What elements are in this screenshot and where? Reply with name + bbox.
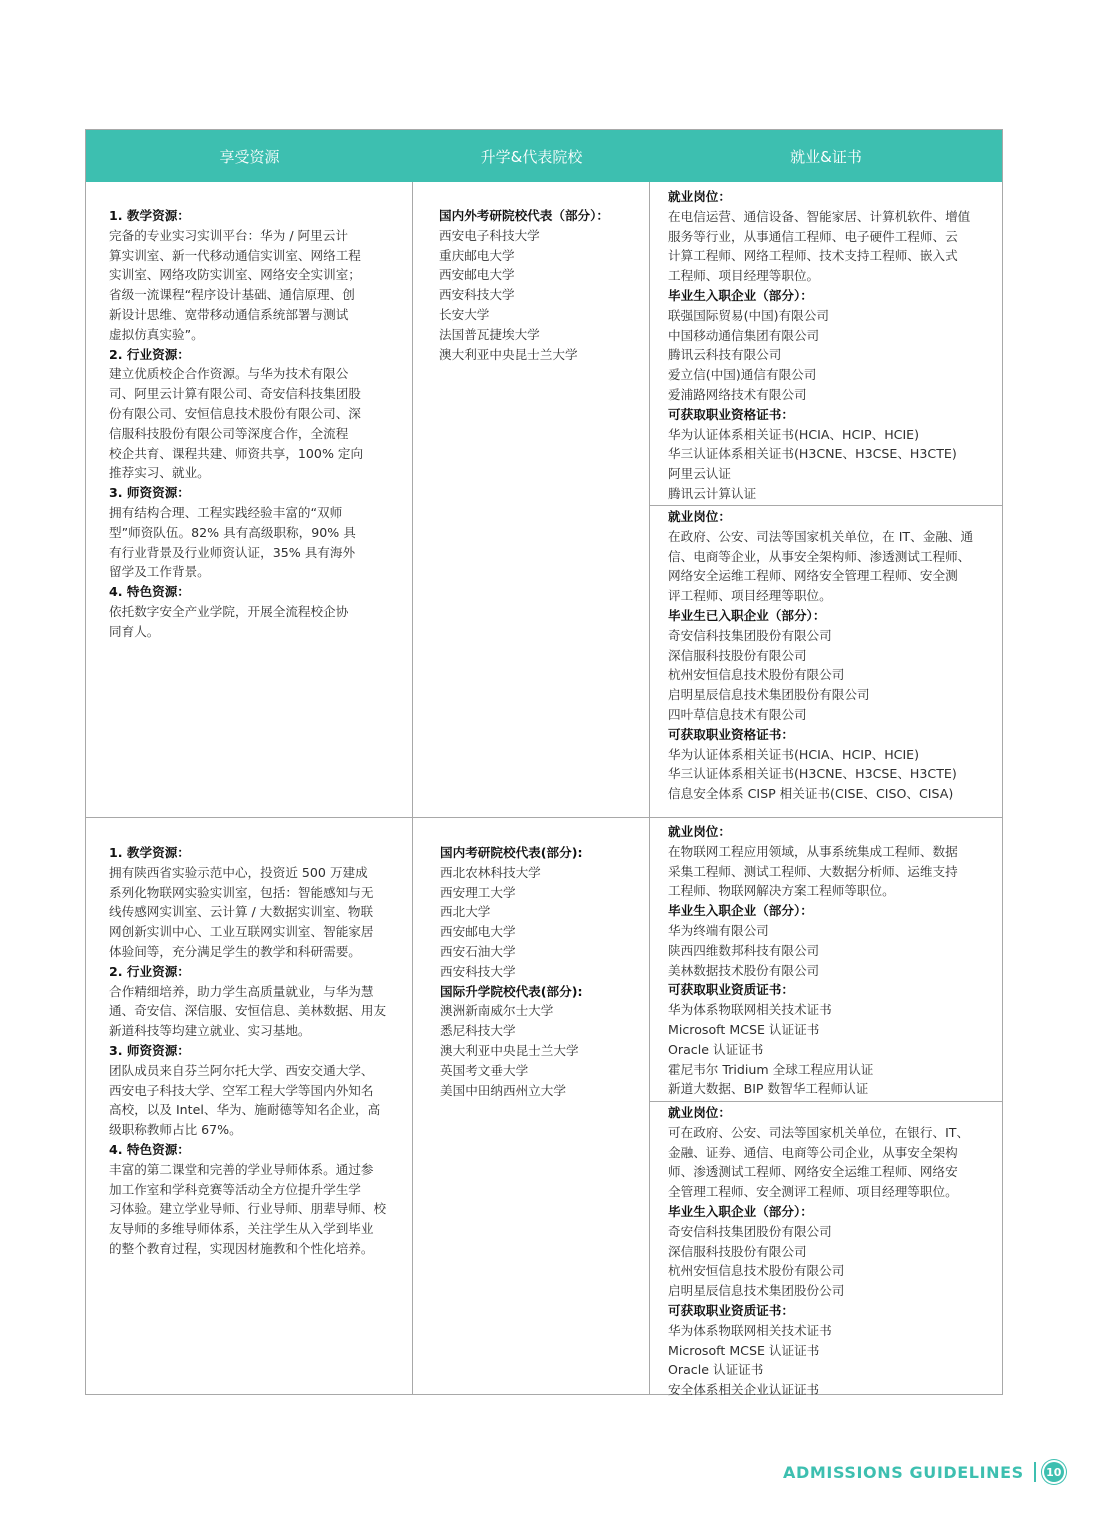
section-title: 毕业生已入职企业（部分）： (668, 607, 826, 623)
section-title: 3. 师资资源： (109, 1042, 190, 1058)
section-line: 西安邮电大学 (440, 924, 516, 940)
section-title: 可获取职业资格证书： (668, 726, 794, 742)
section-line: 深信服科技股份有限公司 (668, 647, 807, 663)
program-table (85, 129, 1003, 1398)
section-line: 团队成员来自芬兰阿尔托大学、西安交通大学、 (109, 1062, 374, 1078)
section-line: 拥有陕西省实验示范中心，投资近 500 万建成 (109, 864, 368, 880)
section-line: 华为体系物联网相关技术证书 (668, 1002, 832, 1018)
section-line: 西安理工大学 (440, 884, 516, 900)
page-number: 10 (1044, 1462, 1064, 1482)
section-line: 系列化物联网实验实训室，包括：智能感知与无 (109, 884, 374, 900)
section-title: 可获取职业资格证书： (668, 406, 794, 422)
row2-schools-cell (440, 843, 640, 1100)
section-line: 金融、证券、通信、电商等公司企业，从事安全架构 (668, 1144, 958, 1160)
section-line: 华为体系物联网相关技术证书 (668, 1322, 832, 1338)
section-line: 建立优质校企合作资源。与华为技术有限公 (109, 366, 349, 382)
section-line: 英国考文垂大学 (440, 1062, 529, 1078)
section-line: 悉尼科技大学 (440, 1023, 516, 1039)
section-title: 就业岗位： (668, 509, 731, 524)
section-line: 同育人。 (109, 623, 160, 639)
section-title: 就业岗位： (668, 189, 731, 204)
section-line: 在物联网工程应用领域，从事系统集成工程师、数据 (668, 843, 958, 859)
section-line: 澳大利亚中央昆士兰大学 (439, 346, 578, 362)
section-line: 华为认证体系相关证书(HCIA、HCIP、HCIE) (668, 426, 920, 442)
section-line: 习体验。建立学业导师、行业导师、朋辈导师、校 (109, 1201, 387, 1217)
section-title: 国际升学院校代表(部分): (440, 983, 583, 999)
section-title: 国内考研院校代表(部分): (440, 845, 583, 860)
footer (783, 1461, 1064, 1483)
section-line: 信服科技股份有限公司等深度合作，全流程 (109, 425, 349, 441)
section-line: 新道科技等均建立就业、实习基地。 (109, 1023, 311, 1039)
section-line: 有行业背景及行业师资认证，35% 具有海外 (109, 544, 356, 560)
section-line: 推荐实习、就业。 (109, 465, 210, 481)
section-line: 加工作室和学科竞赛等活动全方位提升学生学 (109, 1181, 361, 1197)
row2-jobs-b-cell (668, 1103, 998, 1400)
section-line: 腾讯云科技有限公司 (668, 347, 782, 363)
section-line: 四叶草信息技术有限公司 (668, 706, 807, 722)
section-line: 腾讯云计算认证 (668, 485, 757, 501)
header-resources: 享受资源 (219, 147, 280, 166)
section-line: 澳大利亚中央昆士兰大学 (440, 1042, 579, 1058)
section-line: 西安科技大学 (440, 963, 516, 979)
section-line: 西安科技大学 (439, 287, 515, 303)
section-line: 联强国际贸易(中国)有限公司 (668, 307, 829, 323)
section-line: 丰富的第二课堂和完善的学业导师体系。通过参 (109, 1161, 374, 1177)
section-line: 服务等行业，从事通信工程师、电子硬件工程师、云 (668, 228, 958, 244)
section-line: 校企共育、课程共建、师资共享，100% 定向 (109, 445, 364, 461)
footer-title: ADMISSIONS GUIDELINES (783, 1462, 1024, 1482)
row1-resources-cell (109, 206, 399, 642)
section-line: 新道大数据、BIP 数智华工程师认证 (668, 1081, 869, 1097)
section-title: 毕业生入职企业（部分）： (668, 287, 813, 303)
section-line: 西安石油大学 (440, 943, 516, 959)
section-title: 可获取职业资质证书： (668, 982, 794, 998)
section-line: Microsoft MCSE 认证证书 (668, 1342, 820, 1358)
section-line: 华三认证体系相关证书(H3CNE、H3CSE、H3CTE) (668, 446, 957, 462)
section-line: 友导师的多维导师体系，关注学生从入学到毕业 (109, 1221, 374, 1237)
section-line: 法国普瓦捷埃大学 (439, 326, 540, 342)
section-line: 华为终端有限公司 (668, 922, 769, 938)
section-line: 美林数据技术股份有限公司 (668, 962, 820, 978)
section-title: 1. 教学资源： (109, 845, 190, 860)
section-line: 爱浦路网络技术有限公司 (668, 386, 807, 402)
section-line: 计算工程师、网络工程师、技术支持工程师、嵌入式 (668, 248, 958, 264)
section-line: 采集工程师、测试工程师、大数据分析师、运维支持 (668, 863, 958, 879)
section-title: 4. 特色资源： (109, 584, 190, 600)
section-line: 陕西四维数邦科技有限公司 (668, 942, 820, 958)
section-line: 留学及工作背景。 (109, 564, 210, 580)
section-line: 在电信运营、通信设备、智能家居、计算机软件、增值 (668, 208, 971, 224)
section-line: 可在政府、公安、司法等国家机关单位，在银行、IT、 (668, 1124, 970, 1140)
section-line: 合作精细培养，助力学生高质量就业，与华为慧 (109, 983, 374, 999)
section-title: 毕业生入职企业（部分）： (668, 903, 813, 919)
section-line: 体验间等，充分满足学生的教学和科研需要。 (109, 943, 361, 959)
sub-row-divider (649, 505, 1002, 506)
header-jobs: 就业&证书 (790, 147, 862, 166)
section-title: 3. 师资资源： (109, 485, 190, 501)
section-line: 网络安全运维工程师、网络安全管理工程师、安全测 (668, 568, 958, 584)
section-line: 评工程师、项目经理等职位。 (668, 588, 832, 604)
column-divider (649, 182, 650, 1395)
section-line: 阿里云认证 (668, 466, 731, 482)
section-line: 新设计思维、宽带移动通信系统部署与测试 (109, 306, 349, 322)
section-line: 工程师、项目经理等职位。 (668, 268, 820, 284)
section-line: 西安邮电大学 (439, 267, 515, 283)
section-line: 启明星辰信息技术集团股份有限公司 (668, 687, 870, 703)
section-line: 美国中田纳西州立大学 (440, 1082, 566, 1098)
section-title: 4. 特色资源： (109, 1141, 190, 1157)
section-line: 奇安信科技集团股份有限公司 (668, 1223, 832, 1239)
section-line: 拥有结构合理、工程实践经验丰富的“双师 (109, 504, 343, 520)
section-line: 华为认证体系相关证书(HCIA、HCIP、HCIE) (668, 746, 920, 762)
section-line: Oracle 认证证书 (668, 1041, 764, 1057)
row-divider (86, 817, 1002, 818)
row1-jobs-b-cell (668, 507, 998, 804)
section-line: 网创新实训中心、工业互联网实训室、智能家居 (109, 924, 374, 940)
section-line: Microsoft MCSE 认证证书 (668, 1021, 820, 1037)
section-line: 完备的专业实习实训平台：华为 / 阿里云计 (109, 227, 348, 243)
column-divider (412, 182, 413, 1395)
section-title: 2. 行业资源： (109, 963, 190, 979)
section-line: 依托数字安全产业学院，开展全流程校企协 (109, 603, 349, 619)
section-line: Oracle 认证证书 (668, 1362, 764, 1378)
section-line: 华三认证体系相关证书(H3CNE、H3CSE、H3CTE) (668, 766, 957, 782)
row2-jobs-a-cell (668, 822, 998, 1099)
row1-schools-cell (439, 206, 639, 364)
section-line: 级职称教师占比 67%。 (109, 1122, 242, 1138)
section-line: 信、电商等企业，从事安全架构师、渗透测试工程师、 (668, 548, 971, 564)
section-title: 就业岗位： (668, 824, 731, 839)
section-line: 型”师资队伍。82% 具有高级职称，90% 具 (109, 524, 356, 540)
section-line: 的整个教育过程，实现因材施教和个性化培养。 (109, 1240, 374, 1256)
section-line: 中国移动通信集团有限公司 (668, 327, 820, 343)
section-line: 西北大学 (440, 904, 491, 920)
section-line: 司、阿里云计算有限公司、奇安信科技集团股 (109, 386, 361, 402)
section-line: 线传感网实训室、云计算 / 大数据实训室、物联 (109, 904, 374, 920)
section-line: 霍尼韦尔 Tridium 全球工程应用认证 (668, 1061, 874, 1077)
section-title: 就业岗位： (668, 1105, 731, 1120)
section-line: 实训室、网络攻防实训室、网络安全实训室； (109, 267, 361, 283)
section-line: 启明星辰信息技术集团股份公司 (668, 1283, 845, 1299)
section-line: 杭州安恒信息技术股份有限公司 (668, 1263, 845, 1279)
section-line: 西北农林科技大学 (440, 864, 541, 880)
footer-separator (1034, 1462, 1036, 1482)
section-line: 份有限公司、安恒信息技术股份有限公司、深 (109, 405, 361, 421)
section-line: 师、渗透测试工程师、网络安全运维工程师、网络安 (668, 1164, 958, 1180)
table-header (86, 130, 1002, 182)
section-line: 全管理工程师、安全测评工程师、项目经理等职位。 (668, 1184, 958, 1200)
section-title: 1. 教学资源： (109, 208, 190, 223)
row1-jobs-a-cell (668, 187, 998, 504)
row2-resources-cell (109, 843, 404, 1259)
section-line: 在政府、公安、司法等国家机关单位，在 IT、金融、通 (668, 528, 974, 544)
section-title: 可获取职业资质证书： (668, 1302, 794, 1318)
section-line: 信息安全体系 CISP 相关证书(CISE、CISO、CISA) (668, 786, 954, 802)
section-line: 深信服科技股份有限公司 (668, 1243, 807, 1259)
section-line: 爱立信(中国)通信有限公司 (668, 367, 817, 383)
section-line: 工程师、物联网解决方案工程师等职位。 (668, 883, 895, 899)
section-line: 重庆邮电大学 (439, 247, 515, 263)
section-line: 虚拟仿真实验”。 (109, 326, 204, 342)
section-title: 毕业生入职企业（部分）： (668, 1203, 813, 1219)
section-line: 澳洲新南威尔士大学 (440, 1003, 554, 1019)
section-line: 算实训室、新一代移动通信实训室、网络工程 (109, 247, 361, 263)
section-line: 杭州安恒信息技术股份有限公司 (668, 667, 845, 683)
section-line: 高校，以及 Intel、华为、施耐德等知名企业，高 (109, 1102, 381, 1118)
section-title: 2. 行业资源： (109, 346, 190, 362)
section-line: 通、奇安信、深信服、安恒信息、美林数据、用友 (109, 1003, 387, 1019)
header-schools: 升学&代表院校 (480, 147, 583, 166)
section-line: 安全体系相关企业认证证书 (668, 1382, 820, 1398)
sub-row-divider (649, 1101, 1002, 1102)
section-line: 省级一流课程“程序设计基础、通信原理、创 (109, 287, 355, 303)
section-title: 国内外考研院校代表（部分）： (439, 208, 610, 223)
section-line: 长安大学 (439, 306, 490, 322)
section-line: 奇安信科技集团股份有限公司 (668, 627, 832, 643)
section-line: 西安电子科技大学 (439, 227, 540, 243)
section-line: 西安电子科技大学、空军工程大学等国内外知名 (109, 1082, 374, 1098)
